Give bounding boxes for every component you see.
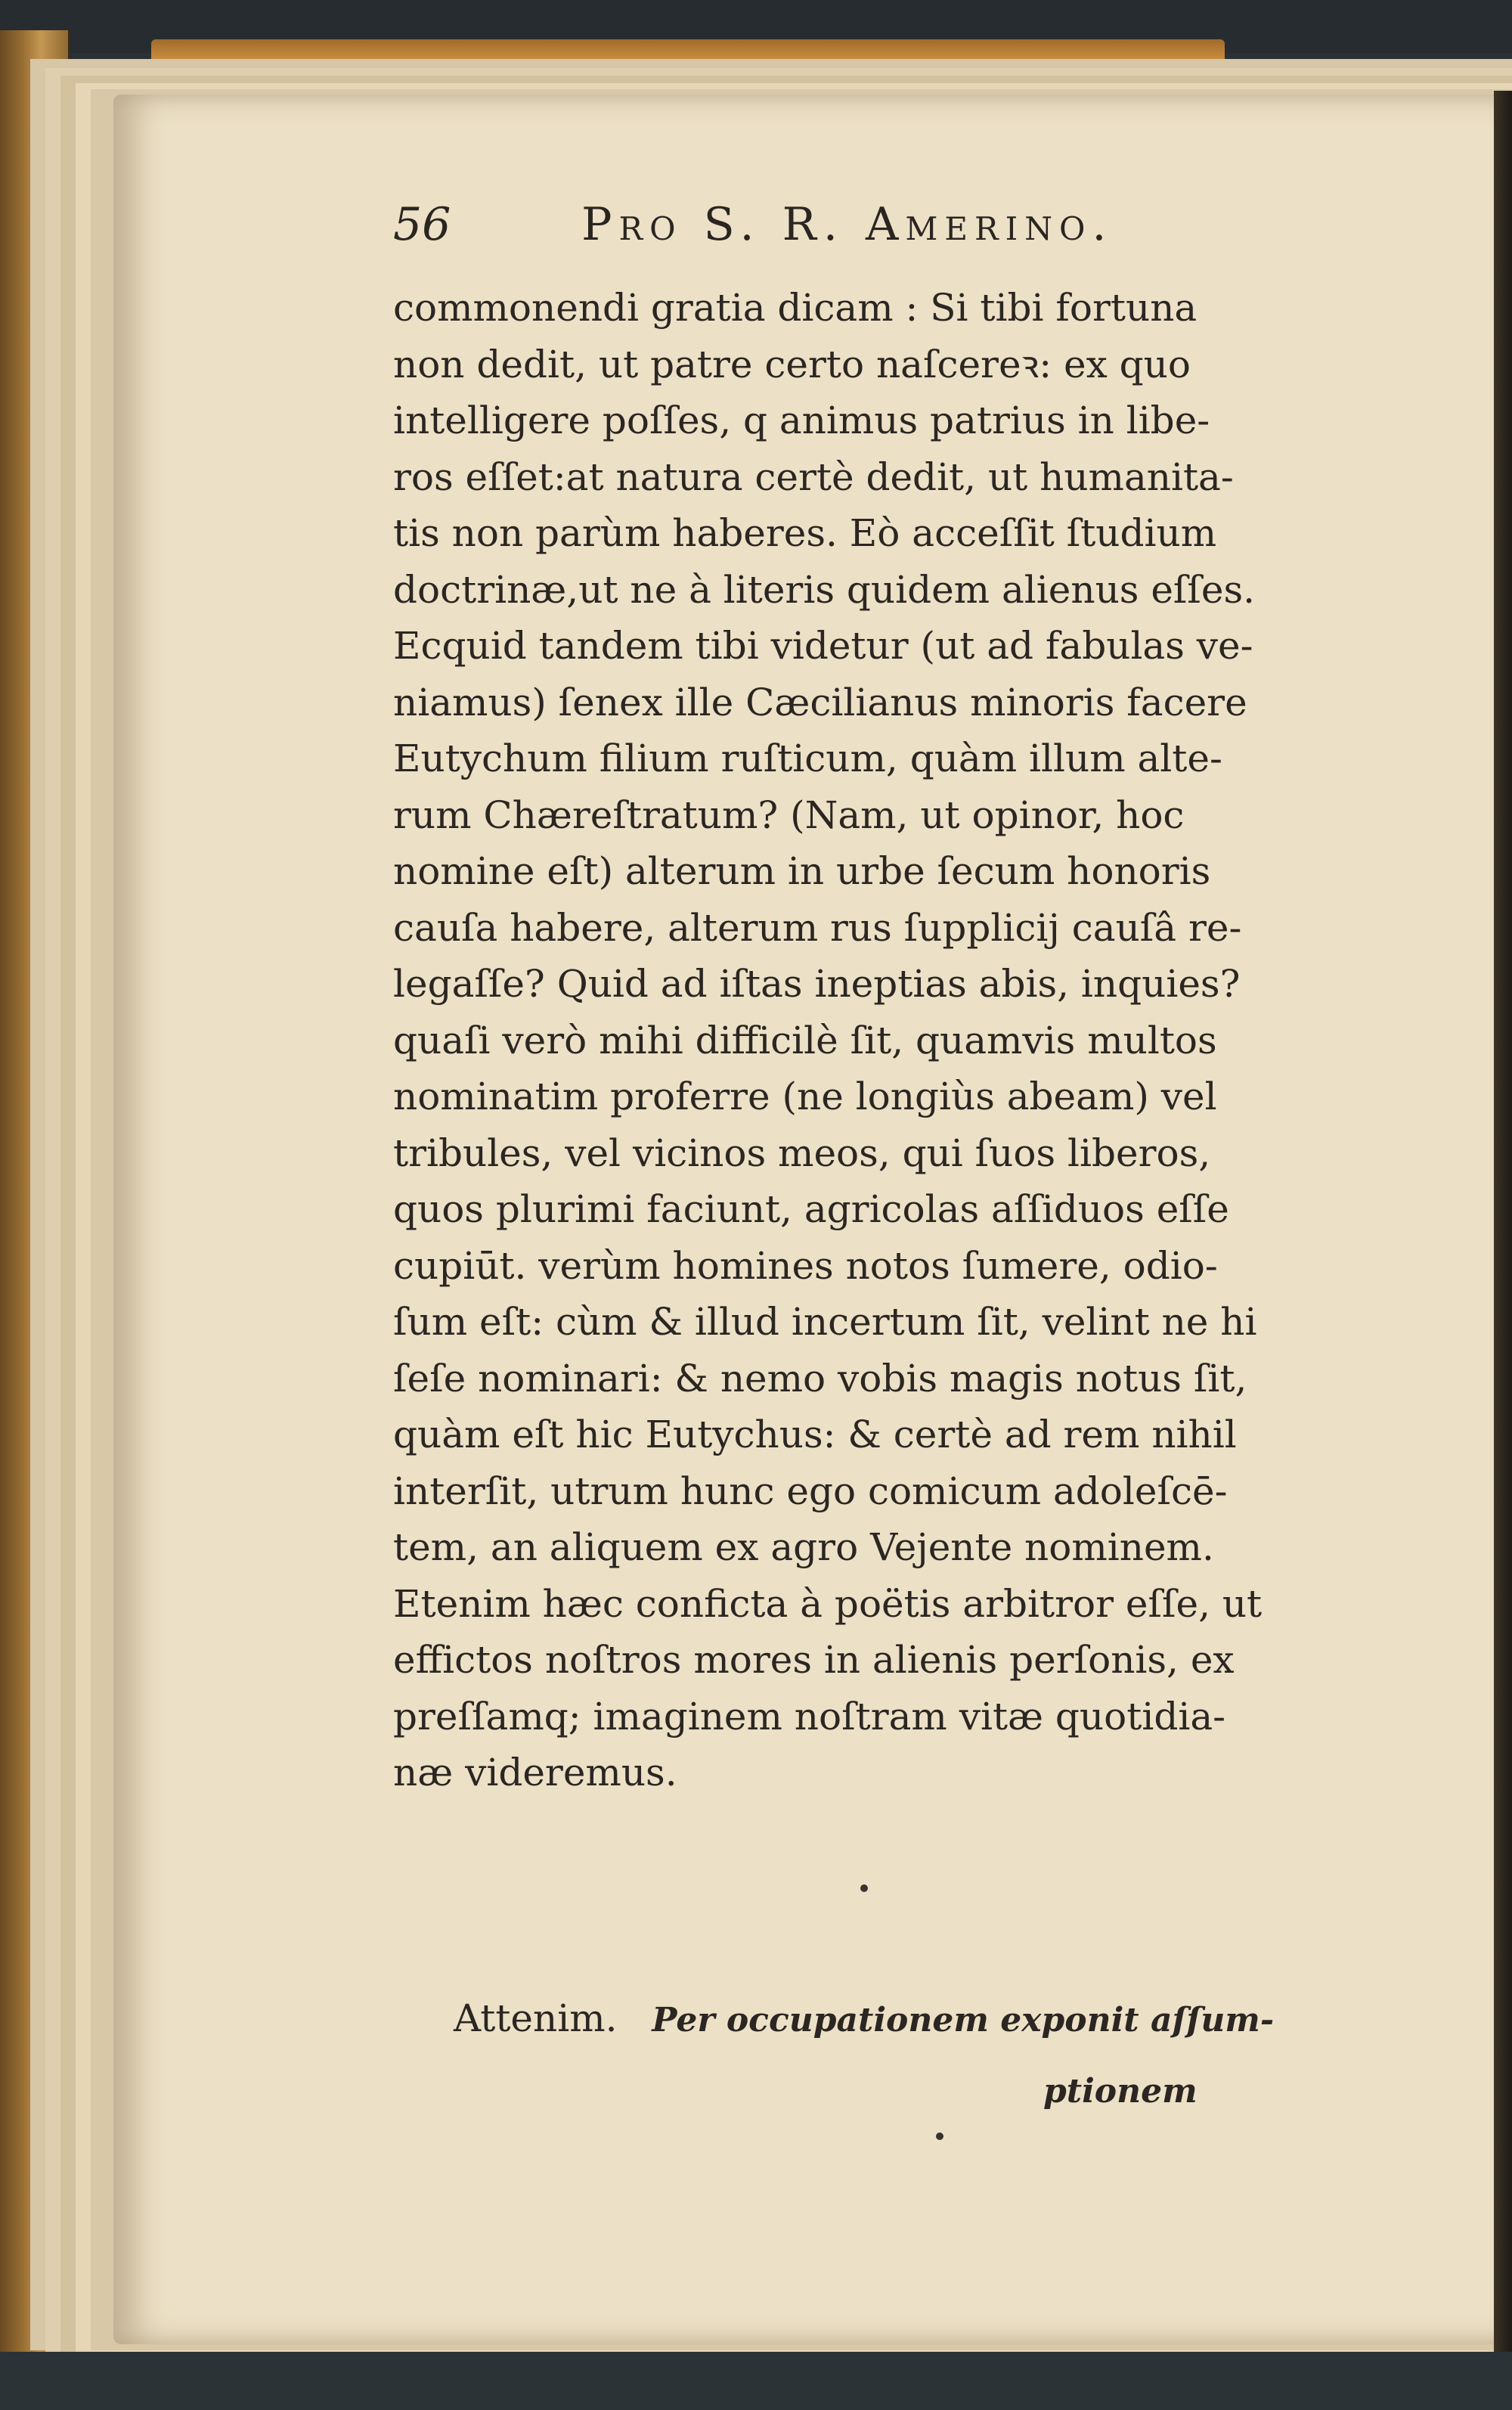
text-line: ſum eſt: cùm & illud incertum ſit, velint ne hi: [393, 1300, 1257, 1344]
text-line: doctrinæ,ut ne à literis quidem alienus eſſes.: [393, 567, 1256, 612]
text-line: ros eſſet:at natura certè dedit, ut humanita-: [393, 454, 1234, 499]
body-text: [393, 280, 1383, 1801]
ink-speck: [936, 2132, 943, 2140]
text-line: quaſi verò mihi difficilè ſit, quamvis multos: [393, 1018, 1217, 1062]
text-line: legaſſe? Quid ad iſtas ineptias abis, inquies?: [393, 962, 1241, 1006]
text-line: intelligere poſſes, q animus patrius in libe-: [393, 399, 1210, 442]
text-line: rum Chæreſtratum? (Nam, ut opinor, hoc: [393, 792, 1185, 837]
text-line: tem, an aliquem ex agro Vejente nominem.: [393, 1525, 1214, 1569]
text-line: non dedit, ut patre certo naſcereꝛ: ex quo: [393, 342, 1191, 386]
text-line: Ecquid tandem tibi videtur (ut ad fabulas ve-: [393, 624, 1253, 668]
marginal-note-continuation: ptionem: [1043, 2072, 1198, 2111]
text-line: nominatim proferre (ne longiùs abeam) vel: [393, 1075, 1217, 1118]
catchword-line: [454, 1996, 1391, 2040]
page-number: 56: [393, 198, 451, 251]
running-head: [393, 198, 1376, 251]
text-line: ſeſe nominari: & nemo vobis magis notus ſit,: [393, 1356, 1247, 1400]
text-line: quos plurimi faciunt, agricolas aſſiduos eſſe: [393, 1187, 1229, 1231]
text-line: cauſa habere, alterum rus ſupplicij cauſâ re-: [393, 905, 1242, 950]
text-line: quàm eſt hic Eutychus: & certè ad rem nihil: [393, 1413, 1237, 1456]
text-line: niamus) ſenex ille Cæcilianus minoris facere: [393, 680, 1247, 724]
marginal-note: Per occupationem exponit aſſum-: [652, 2001, 1275, 2039]
text-line: tis non parùm haberes. Eò acceſſit ſtudium: [393, 511, 1217, 555]
text-line: preſſamq; imaginem noſtram vitæ quotidia-: [393, 1694, 1226, 1738]
text-line: interſit, utrum hunc ego comicum adoleſcē-: [393, 1469, 1228, 1513]
text-line: Etenim hæc conficta à poëtis arbitror eſſe, ut: [393, 1581, 1263, 1626]
text-line: Eutychum filium ruſticum, quàm illum alte-: [393, 737, 1222, 780]
text-line: cupiūt. verùm homines notos ſumere, odio-: [393, 1243, 1218, 1288]
text-line: nomine eſt) alterum in urbe ſecum honoris: [393, 849, 1211, 893]
scanner-bed-bottom: [0, 2352, 1512, 2410]
ink-speck: [860, 1884, 868, 1892]
catchword: Attenim.: [454, 1996, 618, 2040]
gutter-shadow: [1494, 91, 1512, 2359]
text-line: tribules, vel vicinos meos, qui ſuos liberos,: [393, 1131, 1211, 1175]
running-title: Pro S. R. Amerino.: [581, 198, 1114, 251]
text-line: commonendi gratia dicam : Si tibi fortuna: [393, 286, 1198, 330]
text-line: effictos noſtros mores in alienis perſonis, ex: [393, 1638, 1235, 1682]
text-line: næ videremus.: [393, 1751, 677, 1794]
